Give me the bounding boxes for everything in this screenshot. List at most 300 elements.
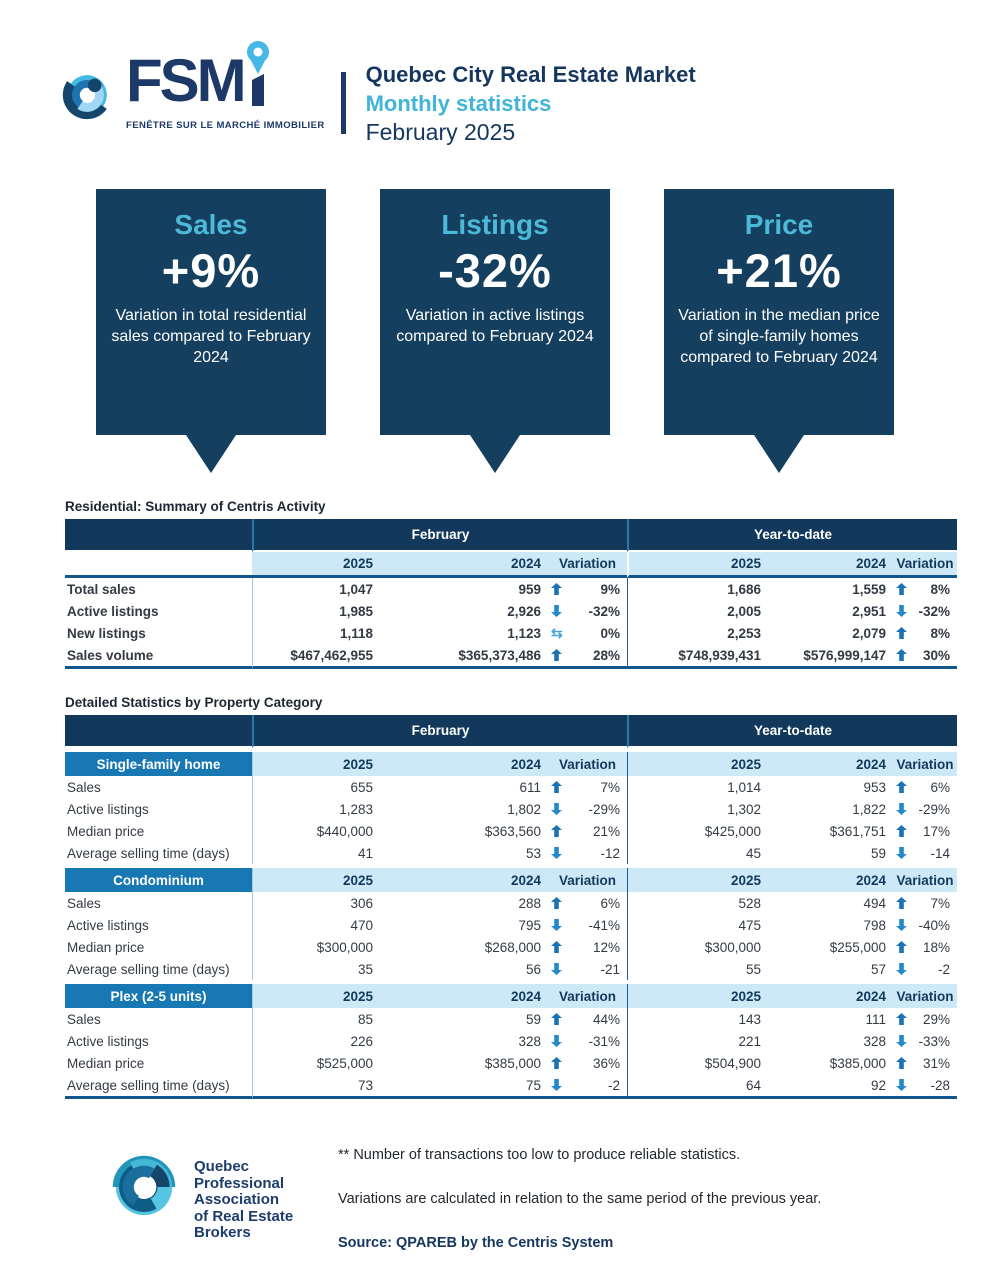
value-2025: 1,686 (627, 578, 768, 600)
row-label: Median price (67, 1055, 145, 1071)
table-group-header-row (65, 519, 957, 552)
row-label: Sales (67, 1011, 101, 1027)
value-2024: 92 (768, 1074, 893, 1099)
callout-description: Variation in active listings compared to February 2024 (396, 307, 594, 346)
value-2024: 328 (518, 1033, 541, 1049)
col-header-2024: 2024 (768, 752, 893, 776)
page-header (0, 0, 1000, 146)
variation-cell (548, 842, 627, 864)
category-header-row (65, 868, 957, 892)
up-arrow-icon (896, 941, 907, 953)
callout-value: +9% (161, 244, 261, 297)
variation-value: -29% (918, 801, 950, 817)
col-header-2025: 2025 (627, 752, 768, 776)
callout-box (380, 189, 610, 435)
up-arrow-icon (896, 897, 907, 909)
col-header-2024: 2024 (380, 752, 548, 776)
value-2024: 2,079 (852, 625, 887, 641)
variation-cell (548, 578, 627, 600)
category-table-body (65, 984, 957, 1099)
table-row (65, 914, 957, 936)
col-header-2024: 2024 (768, 868, 893, 892)
value-2024: 59 (525, 1011, 541, 1027)
header-divider (341, 72, 346, 134)
qpareb-name-line: Professional (194, 1174, 285, 1192)
value-2024: $363,560 (484, 823, 541, 839)
col-header-variation: Variation (548, 984, 627, 1008)
value-2025: 1,985 (252, 600, 380, 622)
value-2024: 1,802 (507, 801, 541, 817)
value-2024: 953 (863, 779, 886, 795)
col-header-variation: Variation (893, 552, 957, 578)
up-arrow-icon (896, 583, 907, 595)
fsmi-logo (58, 47, 325, 131)
variation-cell (893, 820, 957, 842)
table-row (65, 600, 957, 622)
variation-wrap (548, 962, 627, 977)
value-2025: 143 (627, 1008, 768, 1030)
variation-cell (893, 842, 957, 864)
variation-value: 29% (922, 1011, 950, 1027)
down-arrow-icon (551, 605, 562, 617)
footnotes (338, 1145, 958, 1251)
category-label: Single-family home (65, 752, 252, 776)
up-arrow-icon (551, 941, 562, 953)
summary-table-title: Residential: Summary of Centris Activity (65, 499, 326, 514)
up-arrow-icon (896, 627, 907, 639)
variation-value: 44% (592, 1011, 620, 1027)
table-row (65, 578, 957, 600)
variation-value: 17% (922, 823, 950, 839)
value-2025: $425,000 (627, 820, 768, 842)
variation-wrap (548, 1078, 627, 1093)
down-arrow-icon (551, 963, 562, 975)
table-row (65, 622, 957, 644)
value-2025: 1,047 (252, 578, 380, 600)
table-row (65, 958, 957, 980)
value-2025: 1,302 (627, 798, 768, 820)
note-reliability: ** Number of transactions too low to produce reliable statistics. (338, 1147, 741, 1163)
variation-cell (548, 622, 627, 644)
value-2024: 959 (518, 581, 541, 597)
variation-value: 7% (930, 895, 950, 911)
variation-cell (548, 958, 627, 980)
variation-value: 18% (922, 939, 950, 955)
variation-value: 9% (600, 581, 621, 597)
header-titles (366, 52, 696, 146)
variation-cell (548, 820, 627, 842)
row-label: Sales volume (65, 644, 252, 669)
value-2025: 470 (252, 914, 380, 936)
variation-wrap (893, 940, 957, 955)
value-2025: 1,118 (252, 622, 380, 644)
variation-value: 30% (923, 647, 951, 663)
variation-value: 28% (592, 647, 621, 663)
category-table (65, 752, 957, 864)
down-arrow-icon (896, 919, 907, 931)
variation-value: -28 (930, 1077, 950, 1093)
value-2025: $467,462,955 (252, 644, 380, 669)
group-header-february: February (252, 715, 627, 748)
page-title: Quebec City Real Estate Market (365, 62, 696, 87)
detail-table-header (65, 715, 957, 748)
variation-value: 8% (930, 581, 951, 597)
callout-listings (380, 189, 610, 473)
col-header-variation: Variation (893, 984, 957, 1008)
fsmi-wordmark (126, 47, 325, 131)
value-2024: 53 (525, 845, 541, 861)
category-header-row (65, 752, 957, 776)
variation-wrap (548, 648, 627, 663)
up-arrow-icon (551, 583, 562, 595)
up-arrow-icon (896, 781, 907, 793)
down-arrow-icon (896, 1079, 907, 1091)
up-arrow-icon (551, 1013, 562, 1025)
value-2024: 75 (380, 1074, 548, 1099)
col-header-variation: Variation (893, 752, 957, 776)
variation-cell (548, 798, 627, 820)
fsmi-wordmark-line (126, 47, 325, 116)
variation-cell (548, 936, 627, 958)
variation-wrap (548, 918, 627, 933)
row-label: Average selling time (days) (67, 845, 230, 861)
variation-cell (548, 600, 627, 622)
variation-wrap (548, 1034, 627, 1049)
variation-cell (893, 1052, 957, 1074)
variation-value: -21 (600, 961, 620, 977)
variation-wrap (893, 626, 957, 641)
callout-description: Variation in total residential sales compared to February 2024 (111, 307, 311, 367)
variation-wrap (548, 802, 627, 817)
row-label: Sales (67, 895, 101, 911)
value-2025: 35 (252, 958, 380, 980)
value-2024: 798 (863, 917, 886, 933)
value-2025: 2,253 (627, 622, 768, 644)
variation-value: 36% (592, 1055, 620, 1071)
col-header-2025: 2025 (627, 868, 768, 892)
qpareb-pinwheel-icon (104, 1145, 184, 1229)
up-arrow-icon (551, 825, 562, 837)
callout-price (664, 189, 894, 473)
callout-description: Variation in the median price of single-family homes compared to February 2024 (678, 307, 880, 367)
value-2025: $300,000 (252, 936, 380, 958)
col-header-2025: 2025 (252, 984, 380, 1008)
variation-value: 8% (930, 625, 951, 641)
up-arrow-icon (551, 649, 562, 661)
value-2025: 655 (252, 776, 380, 798)
value-2025: 64 (627, 1074, 768, 1099)
callout-title: Listings (441, 209, 549, 240)
value-2025: $748,939,431 (627, 644, 768, 669)
variation-value: -33% (918, 1033, 950, 1049)
table-row (65, 798, 957, 820)
value-2024: $385,000 (829, 1055, 886, 1071)
value-2024: 2,926 (507, 603, 541, 619)
up-arrow-icon (551, 781, 562, 793)
variation-wrap (548, 604, 627, 619)
qpareb-name-line: Quebec (194, 1158, 250, 1175)
variation-value: -14 (930, 845, 950, 861)
table-row (65, 1074, 957, 1099)
value-2025: $440,000 (252, 820, 380, 842)
table-row (65, 776, 957, 798)
row-label: Active listings (67, 1033, 149, 1049)
variation-cell (548, 914, 627, 936)
highlight-callouts (96, 189, 1000, 473)
variation-wrap (893, 582, 957, 597)
table-row (65, 842, 957, 864)
table-group-header-row (65, 715, 957, 748)
variation-wrap (548, 626, 627, 641)
callout-sales (96, 189, 326, 473)
fsmi-pin-icon (242, 40, 272, 112)
variation-wrap (893, 648, 957, 663)
variation-cell (893, 1008, 957, 1030)
variation-value: 21% (592, 823, 620, 839)
value-2025: $300,000 (627, 936, 768, 958)
page-footer (104, 1145, 1000, 1251)
fsmi-logo-text: FSM (126, 47, 244, 114)
variation-wrap (548, 846, 627, 861)
down-arrow-icon (551, 803, 562, 815)
col-header-2024: 2024 (380, 984, 548, 1008)
variation-wrap (548, 780, 627, 795)
variation-cell (893, 578, 957, 600)
variation-value: 6% (930, 779, 950, 795)
group-header-ytd: Year-to-date (627, 519, 957, 552)
category-header-row (65, 984, 957, 1008)
variation-value: 31% (922, 1055, 950, 1071)
callout-title: Sales (174, 209, 248, 240)
value-2024: $385,000 (484, 1055, 541, 1071)
value-2024: $361,751 (829, 823, 886, 839)
variation-cell (548, 644, 627, 669)
table-row (65, 820, 957, 842)
summary-table (65, 519, 957, 669)
variation-wrap (893, 604, 957, 619)
down-arrow-icon (896, 847, 907, 859)
unchanged-arrow-icon: ⇆ (551, 625, 563, 641)
qpareb-name (194, 1159, 293, 1251)
table-row (65, 644, 957, 669)
variation-wrap (893, 1012, 957, 1027)
variation-value: -29% (588, 801, 620, 817)
down-arrow-icon (896, 963, 907, 975)
row-label: Sales (67, 779, 101, 795)
variation-wrap (548, 1056, 627, 1071)
blank-header-cell (65, 519, 252, 552)
col-header-2025: 2025 (627, 552, 768, 578)
variation-cell (893, 914, 957, 936)
callout-box (96, 189, 326, 435)
category-table (65, 984, 957, 1099)
variation-wrap (548, 824, 627, 839)
value-2024: 111 (865, 1011, 886, 1027)
detail-table-title: Detailed Statistics by Property Category (65, 695, 323, 710)
callout-value: -32% (438, 244, 552, 297)
value-2024: 795 (518, 917, 541, 933)
up-arrow-icon (551, 1057, 562, 1069)
value-2024: 2,951 (852, 603, 887, 619)
value-2024: 59 (870, 845, 886, 861)
variation-value: 12% (592, 939, 620, 955)
table-row (65, 1052, 957, 1074)
variation-cell (893, 936, 957, 958)
variation-value: 0% (600, 625, 621, 641)
variation-value: -12 (600, 845, 620, 861)
col-header-2025: 2025 (252, 552, 380, 578)
blank-header-cell (65, 715, 252, 748)
col-header-2024: 2024 (768, 984, 893, 1008)
value-2025: 55 (627, 958, 768, 980)
variation-cell (548, 1052, 627, 1074)
row-label: New listings (67, 625, 146, 641)
value-2024: $255,000 (829, 939, 886, 955)
row-label: Average selling time (days) (65, 1074, 252, 1099)
row-label: Active listings (67, 917, 149, 933)
variation-cell (548, 776, 627, 798)
value-2025: 73 (252, 1074, 380, 1099)
variation-value: -31% (588, 1033, 620, 1049)
group-header-february: February (252, 519, 627, 552)
variation-value: -41% (588, 917, 620, 933)
variation-wrap (548, 1012, 627, 1027)
value-2024: 1,559 (852, 581, 887, 597)
category-table-body (65, 752, 957, 864)
col-header-variation: Variation (548, 868, 627, 892)
value-2024: 494 (863, 895, 886, 911)
value-2024: 288 (518, 895, 541, 911)
variation-cell (548, 892, 627, 914)
value-2024: $268,000 (484, 939, 541, 955)
variation-wrap (893, 918, 957, 933)
variation-cell (893, 1074, 957, 1099)
value-2025: 45 (627, 842, 768, 864)
down-arrow-icon (551, 847, 562, 859)
variation-wrap (893, 1034, 957, 1049)
value-2025: 475 (627, 914, 768, 936)
variation-value: 6% (600, 895, 620, 911)
table-row (65, 892, 957, 914)
callout-box (664, 189, 894, 435)
value-2024: 328 (863, 1033, 886, 1049)
qpareb-name-line: Association (194, 1191, 280, 1208)
qpareb-name-line: of Real Estate (194, 1207, 294, 1225)
variation-cell (893, 798, 957, 820)
callout-pointer (470, 435, 520, 473)
variation-wrap (548, 896, 627, 911)
col-header-2025: 2025 (252, 868, 380, 892)
detail-sections (65, 752, 957, 1099)
down-arrow-icon (896, 1035, 907, 1047)
category-table (65, 868, 957, 980)
callout-pointer (186, 435, 236, 473)
value-2024: 1,822 (852, 801, 886, 817)
down-arrow-icon (896, 803, 907, 815)
variation-cell (548, 1030, 627, 1052)
value-2025: 1,014 (627, 776, 768, 798)
variation-value: -32% (918, 603, 951, 619)
row-label: Active listings (67, 801, 149, 817)
variation-wrap (893, 962, 957, 977)
col-header-variation: Variation (548, 752, 627, 776)
variation-wrap (548, 940, 627, 955)
variation-cell (893, 958, 957, 980)
variation-cell (893, 776, 957, 798)
col-header-2024: 2024 (380, 868, 548, 892)
tables-section (65, 499, 957, 1099)
table-row (65, 1008, 957, 1030)
variation-cell (893, 892, 957, 914)
callout-value: +21% (716, 244, 842, 297)
source-line: Source: QPAREB by the Centris System (338, 1235, 614, 1251)
variation-value: -2 (937, 961, 950, 977)
up-arrow-icon (896, 1057, 907, 1069)
qpareb-name-line: Brokers (194, 1224, 251, 1241)
row-label: Average selling time (days) (67, 961, 230, 977)
value-2025: 2,005 (627, 600, 768, 622)
down-arrow-icon (551, 919, 562, 931)
value-2025: 226 (252, 1030, 380, 1052)
blank-header-cell (65, 552, 252, 578)
value-2025: $504,900 (627, 1052, 768, 1074)
value-2025: $525,000 (252, 1052, 380, 1074)
variation-wrap (893, 846, 957, 861)
variation-value: -2 (607, 1077, 620, 1093)
col-header-variation: Variation (548, 552, 627, 578)
col-header-2025: 2025 (627, 984, 768, 1008)
variation-cell (893, 622, 957, 644)
value-2024: 611 (519, 779, 541, 795)
down-arrow-icon (551, 1079, 562, 1091)
row-label: Active listings (67, 603, 159, 619)
value-2024: 56 (525, 961, 541, 977)
variation-value: 7% (600, 779, 620, 795)
variation-value: -32% (588, 603, 621, 619)
row-label: Median price (67, 939, 145, 955)
variation-value: -40% (918, 917, 950, 933)
up-arrow-icon (896, 825, 907, 837)
variation-wrap (893, 780, 957, 795)
variation-wrap (548, 582, 627, 597)
group-header-ytd: Year-to-date (627, 715, 957, 748)
up-arrow-icon (896, 1013, 907, 1025)
row-label: Total sales (67, 581, 136, 597)
table-year-header-row (65, 552, 957, 578)
value-2024: 57 (870, 961, 886, 977)
col-header-variation: Variation (893, 868, 957, 892)
variation-wrap (893, 896, 957, 911)
variation-wrap (893, 1056, 957, 1071)
up-arrow-icon (551, 897, 562, 909)
category-label: Condominium (65, 868, 252, 892)
page-subtitle: Monthly statistics (365, 91, 552, 116)
col-header-2024: 2024 (768, 552, 893, 578)
variation-cell (893, 1030, 957, 1052)
value-2025: 306 (252, 892, 380, 914)
down-arrow-icon (551, 1035, 562, 1047)
variation-cell (548, 1074, 627, 1099)
value-2024: $576,999,147 (768, 644, 893, 669)
variation-wrap (893, 1078, 957, 1093)
variation-cell (893, 600, 957, 622)
table-row (65, 1030, 957, 1052)
value-2025: 221 (627, 1030, 768, 1052)
value-2025: 85 (252, 1008, 380, 1030)
summary-table-body (65, 578, 957, 669)
variation-wrap (893, 824, 957, 839)
variation-cell (893, 644, 957, 669)
